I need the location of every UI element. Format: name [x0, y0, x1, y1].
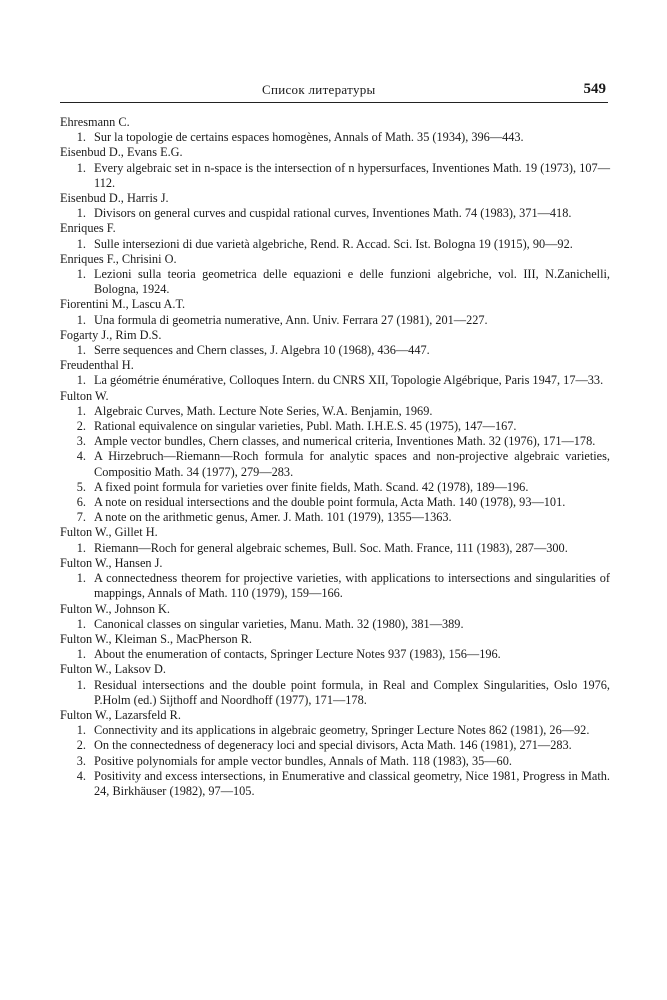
author-name: Fulton W., Johnson K.	[60, 601, 171, 616]
bibliography-entry	[60, 252, 610, 298]
reference-text: Canonical classes on singular varieties, Manu. Math. 32 (1980), 381—389.	[94, 616, 464, 631]
reference-list	[60, 161, 610, 191]
reference-number: 2.	[76, 738, 86, 753]
bibliography-list	[60, 115, 610, 799]
reference-number: 6.	[76, 495, 86, 510]
reference-number: 1.	[76, 373, 86, 388]
reference-item	[60, 647, 610, 662]
reference-list	[60, 404, 610, 526]
reference-text: Residual intersections and the double point formula, in Real and Complex Singularities, Oslo 1976, P.Holm (ed.) Sijthoff and Noordhoff (1977), 171—178.	[94, 677, 610, 707]
bibliography-entry	[60, 145, 610, 191]
reference-item	[60, 738, 610, 753]
reference-list	[60, 541, 610, 556]
reference-text: Serre sequences and Chern classes, J. Algebra 10 (1968), 436—447.	[94, 343, 430, 358]
author-name: Ehresmann C.	[60, 115, 130, 129]
reference-number: 1.	[76, 677, 86, 692]
reference-text: A note on the arithmetic genus, Amer. J. Math. 101 (1979), 1355—1363.	[94, 510, 452, 525]
reference-item	[60, 161, 610, 191]
reference-item	[60, 678, 610, 708]
reference-item	[60, 267, 610, 297]
reference-list	[60, 373, 610, 388]
reference-item	[60, 343, 610, 358]
reference-list	[60, 723, 610, 799]
reference-list	[60, 267, 610, 297]
reference-item	[60, 769, 610, 799]
bibliography-entry	[60, 191, 610, 221]
reference-number: 7.	[76, 510, 86, 525]
author-name: Enriques F.	[60, 221, 116, 236]
reference-number: 1.	[76, 571, 86, 586]
author-name: Enriques F., Chrisini O.	[60, 251, 177, 266]
reference-text: A Hirzebruch—Riemann—Roch formula for analytic spaces and non-projective algebraic varieties, Compositio Math. 34 (1977), 279—283.	[94, 449, 610, 479]
reference-number: 1.	[76, 236, 86, 251]
bibliography-entry	[60, 632, 610, 662]
bibliography-entry	[60, 602, 610, 632]
reference-item	[60, 449, 610, 479]
reference-number: 4.	[76, 449, 86, 464]
reference-item	[60, 130, 610, 145]
reference-item	[60, 510, 610, 525]
reference-text: Algebraic Curves, Math. Lecture Note Series, W.A. Benjamin, 1969.	[94, 403, 433, 418]
author-name: Eisenbud D., Harris J.	[60, 191, 169, 206]
bibliography-entry	[60, 556, 610, 602]
reference-item	[60, 495, 610, 510]
reference-text: Rational equivalence on singular varieties, Publ. Math. I.H.E.S. 45 (1975), 147—167.	[94, 419, 517, 434]
bibliography-entry	[60, 115, 610, 145]
reference-text: Connectivity and its applications in algebraic geometry, Springer Lecture Notes 862 (1981), 26—92.	[94, 723, 590, 738]
bibliography-entry	[60, 221, 610, 251]
reference-text: Riemann—Roch for general algebraic schemes, Bull. Soc. Math. France, 111 (1983), 287—300.	[94, 540, 568, 555]
reference-text: Lezioni sulla teoria geometrica delle equazioni e delle funzioni algebriche, vol. III, N.Zanichelli, Bologna, 1924.	[94, 267, 610, 297]
reference-item	[60, 313, 610, 328]
reference-text: Ample vector bundles, Chern classes, and numerical criteria, Inventiones Math. 32 (1976), 171—178.	[94, 434, 596, 449]
reference-item	[60, 237, 610, 252]
reference-item	[60, 617, 610, 632]
reference-item	[60, 541, 610, 556]
reference-item	[60, 404, 610, 419]
reference-number: 2.	[76, 419, 86, 434]
reference-item	[60, 754, 610, 769]
reference-number: 1.	[76, 130, 86, 145]
author-name: Fulton W., Laksov D.	[60, 662, 166, 677]
reference-number: 1.	[76, 312, 86, 327]
reference-item	[60, 480, 610, 495]
reference-number: 1.	[76, 647, 86, 662]
reference-text: On the connectedness of degeneracy loci and special divisors, Acta Math. 146 (1981), 271—283.	[94, 738, 572, 753]
bibliography-entry	[60, 525, 610, 555]
reference-list	[60, 237, 610, 252]
reference-text: La géométrie énumérative, Colloques Intern. du CNRS XII, Topologie Algébrique, Paris 1947, 17—33.	[94, 373, 604, 388]
reference-text: Sulle intersezioni di due varietà algebriche, Rend. R. Accad. Sci. Ist. Bologna 19 (1915), 90—92.	[94, 236, 573, 251]
reference-text: Una formula di geometria numerative, Ann. Univ. Ferrara 27 (1981), 201—227.	[94, 312, 488, 327]
reference-text: Positivity and excess intersections, in Enumerative and classical geometry, Nice 1981, Progress in Math. 24, Birkhäuser (1982), 97—105.	[94, 768, 610, 798]
page-number: 549	[583, 81, 606, 97]
author-name: Fogarty J., Rim D.S.	[60, 327, 162, 342]
reference-text: Every algebraic set in n-space is the intersection of n hypersurfaces, Inventiones Math. 19 (1973), 107—112.	[94, 160, 610, 190]
bibliography-entry	[60, 328, 610, 358]
author-name: Fulton W., Lazarsfeld R.	[60, 707, 181, 722]
reference-list	[60, 678, 610, 708]
reference-number: 4.	[76, 768, 86, 783]
bibliography-entry	[60, 662, 610, 708]
reference-text: A connectedness theorem for projective varieties, with applications to intersections and singularities of mappings, Annals of Math. 110 (1979), 159—166.	[94, 571, 610, 601]
reference-item	[60, 206, 610, 221]
bibliography-entry	[60, 297, 610, 327]
reference-list	[60, 313, 610, 328]
reference-list	[60, 617, 610, 632]
bibliography-entry	[60, 358, 610, 388]
author-name: Freudenthal H.	[60, 358, 134, 373]
reference-number: 1.	[76, 723, 86, 738]
reference-text: A fixed point formula for varieties over finite fields, Math. Scand. 42 (1978), 189—196.	[94, 479, 529, 494]
reference-item	[60, 373, 610, 388]
reference-number: 1.	[76, 540, 86, 555]
bibliography-entry	[60, 389, 610, 526]
reference-text: About the enumeration of contacts, Springer Lecture Notes 937 (1983), 156—196.	[94, 647, 501, 662]
author-name: Fulton W.	[60, 388, 109, 403]
author-name: Eisenbud D., Evans E.G.	[60, 145, 183, 160]
reference-number: 1.	[76, 403, 86, 418]
reference-number: 1.	[76, 160, 86, 175]
reference-item	[60, 434, 610, 449]
author-name: Fulton W., Kleiman S., MacPherson R.	[60, 631, 252, 646]
bibliography-entry	[60, 708, 610, 799]
reference-number: 1.	[76, 616, 86, 631]
reference-number: 3.	[76, 753, 86, 768]
running-header	[60, 82, 608, 103]
reference-text: Positive polynomials for ample vector bundles, Annals of Math. 118 (1983), 35—60.	[94, 753, 512, 768]
reference-item	[60, 419, 610, 434]
reference-item	[60, 571, 610, 601]
reference-list	[60, 130, 610, 145]
reference-number: 3.	[76, 434, 86, 449]
reference-list	[60, 647, 610, 662]
reference-number: 1.	[76, 267, 86, 282]
author-name: Fiorentini M., Lascu A.T.	[60, 297, 186, 312]
author-name: Fulton W., Hansen J.	[60, 555, 163, 570]
reference-number: 1.	[76, 206, 86, 221]
reference-list	[60, 206, 610, 221]
reference-number: 1.	[76, 343, 86, 358]
reference-item	[60, 723, 610, 738]
running-title: Список литературы	[262, 82, 376, 97]
reference-text: A note on residual intersections and the double point formula, Acta Math. 140 (1978), 93—101.	[94, 495, 566, 510]
reference-text: Divisors on general curves and cuspidal rational curves, Inventiones Math. 74 (1983), 371—418.	[94, 206, 572, 221]
author-name: Fulton W., Gillet H.	[60, 525, 158, 540]
reference-list	[60, 343, 610, 358]
reference-number: 5.	[76, 479, 86, 494]
reference-text: Sur la topologie de certains espaces homogènes, Annals of Math. 35 (1934), 396—443.	[94, 130, 524, 145]
reference-list	[60, 571, 610, 601]
